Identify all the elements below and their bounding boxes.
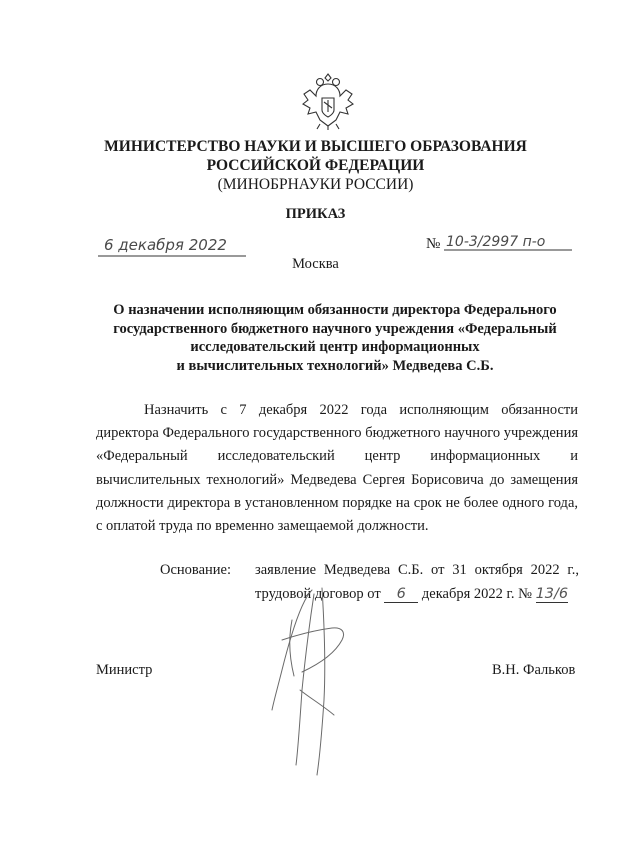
- ministry-name-line2: РОССИЙСКОЙ ФЕДЕРАЦИИ: [206, 157, 425, 174]
- subject-line: государственного бюджетного научного учреждения «Федеральный: [113, 320, 557, 337]
- svg-text:6 декабря 2022: 6 декабря 2022: [104, 236, 227, 254]
- order-body-paragraph: Назначить с 7 декабря 2022 года исполняющим обязанности директора Федерального государственного бюджетного научного учреждения «Федеральный исследовательский центр информационных и вычислительных технологий» Медведева Сергея Борисовича до замещения должности директора в установленном порядке на срок не более одного года, с оплатой труда по временно замещаемой должности.: [96, 402, 578, 535]
- basis-contract-date-text: декабря 2022 г. №: [421, 586, 532, 602]
- contract-day-value: 6: [396, 586, 406, 602]
- svg-text:10-3/2997 п-о: 10-3/2997 п-о: [446, 234, 546, 250]
- handwritten-contract-number: [536, 586, 569, 603]
- subject-line: О назначении исполняющим обязанности директора Федерального: [113, 302, 557, 318]
- contract-number-value: 13/6: [535, 586, 569, 602]
- ministry-name-line1: МИНИСТЕРСТВО НАУКИ И ВЫСШЕГО ОБРАЗОВАНИЯ: [104, 138, 527, 155]
- signatory-name: В.Н. Фальков: [492, 662, 576, 678]
- handwritten-contract-day: [384, 586, 418, 603]
- subject-line: и вычислительных технологий» Медведева С.Б.: [176, 357, 494, 374]
- signatory-position: Министр: [96, 662, 153, 678]
- coat-of-arms-emblem: [298, 70, 358, 132]
- order-title: ПРИКАЗ: [285, 206, 346, 222]
- basis-label: Основание:: [160, 562, 231, 578]
- ministry-short-name: (МИНОБРНАУКИ РОССИИ): [217, 176, 414, 193]
- basis-line-1: заявление Медведева С.Б. от 31 октября 2022 г.,: [255, 562, 579, 578]
- order-subject: [96, 301, 574, 375]
- basis-contract-text: трудовой договор от: [255, 586, 381, 602]
- handwritten-order-number: [444, 228, 574, 258]
- city: Москва: [292, 256, 339, 272]
- subject-line: исследовательский центр информационных: [190, 339, 480, 355]
- handwritten-signature: [262, 580, 372, 780]
- order-number-label: №: [426, 236, 441, 252]
- ministry-header: [0, 137, 631, 194]
